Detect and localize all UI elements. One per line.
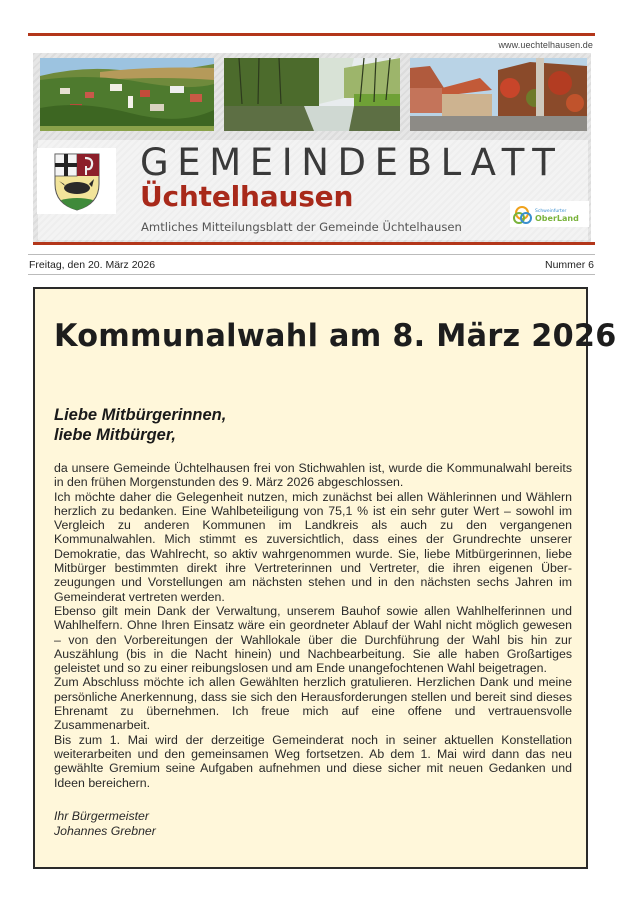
paragraph: Zum Abschluss möchte ich allen Gewählten herzlich gratulieren. Herzlichen Dank und meine persönliche Anerkennung, dass sie sich den Herausforderungen stellen und bereit sind dieses Ehrenamt zu übernehmen. Ich freue mich auf eine offene und vertrauensvolle Zusammenarbeit. [54, 675, 572, 733]
top-accent-rule [28, 33, 595, 36]
issue-number: Nummer 6 [544, 259, 594, 271]
paragraph: da unsere Gemeinde Üchtelhausen frei von Stichwahlen ist, wurde die Kommunalwahl bereits in den frühen Morgenstunden des 9. März 2026 abgeschlossen. [54, 461, 572, 490]
publication-title: GEMEINDEBLATT [140, 141, 564, 184]
info-bar-top-divider [28, 254, 595, 255]
paragraph: Ich möchte daher die Gelegenheit nutzen, mich zunächst bei allen Wählerinnen und Wählern herzlich zu bedanken. Eine Wahlbeteiligung von 75,1 % ist ein sehr guter Wert – sowohl im Vergleich zu anderen Kommunen im Landkreis als auch zu den vergangenen Kommunalwahlen. Mich stimmt es zuversichtlich, dass eines der Grundrechte unserer Demokratie, das Wahlrecht, so aktiv wahrgenommen wurde. Sie, liebe Mitbürgerinnen, liebe Mitbürger bestimmten direkt ihre Vertreterinnen und Vertreter, die ihren eigenen Überzeugungen und Vorstellungen am nächsten stehen und in den nächsten sechs Jahren im Gemeinderat vertreten werden. [54, 489, 572, 604]
info-bar-bottom-divider [28, 274, 595, 275]
signature-title: Ihr Bürgermeister [54, 809, 149, 823]
ivy-covered-houses-photo [410, 58, 587, 131]
article-body [54, 461, 572, 790]
municipality-name: Üchtelhausen [140, 180, 354, 213]
coat-of-arms [37, 148, 116, 214]
tree-lined-pond-photo [224, 58, 400, 131]
salutation-line-1: Liebe Mitbürgerinnen, [54, 406, 227, 424]
paragraph: Ebenso gilt mein Dank der Verwaltung, unserem Bauhof sowie allen Wahlhelferinnen und Wahlhelfern. Ohne Ihren Einsatz wäre ein geordneter Ablauf der Wahl nicht möglich gewesen – von den Vorbereitungen der Wahllokale über die Durchführung der Wahl bis hin zur Auszählung (bis in die Nacht hinein) und Nachbearbeitung. Sie alle haben Großartiges geleistet und so zu einer reibungslosen und am Ende unangefochtenen Wahl beigetragen. [54, 603, 572, 676]
article-headline: Kommunalwahl am 8. März 2026 [54, 318, 617, 354]
masthead-bottom-rule [33, 242, 595, 245]
svg-text:OberLand: OberLand [535, 214, 579, 223]
signature-name: Johannes Grebner [54, 823, 156, 838]
publication-tagline: Amtliches Mitteilungsblatt der Gemeinde Üchtelhausen [141, 220, 462, 234]
schweinfurter-oberland-logo [510, 201, 589, 227]
signature [54, 809, 156, 838]
village-hillside-photo [40, 58, 214, 131]
salutation-line-2: liebe Mitbürger, [54, 426, 176, 444]
website-link[interactable]: www.uechtelhausen.de [498, 40, 593, 50]
svg-text:Schweinfurter: Schweinfurter [535, 209, 567, 214]
salutation [54, 405, 226, 445]
paragraph: Bis zum 1. Mai wird der derzeitige Gemeinderat noch in seiner aktuellen Konstellation weiterarbeiten und den gemeinsamen Weg fortsetzen. Ab dem 1. Mai wird dann das neu gewählte Gremium seine Aufgaben aufnehmen und diese sicher mit neuen Gedanken und Ideen bereichern. [54, 732, 572, 790]
issue-date: Freitag, den 20. März 2026 [29, 259, 156, 271]
coat-of-arms-icon [37, 148, 116, 214]
